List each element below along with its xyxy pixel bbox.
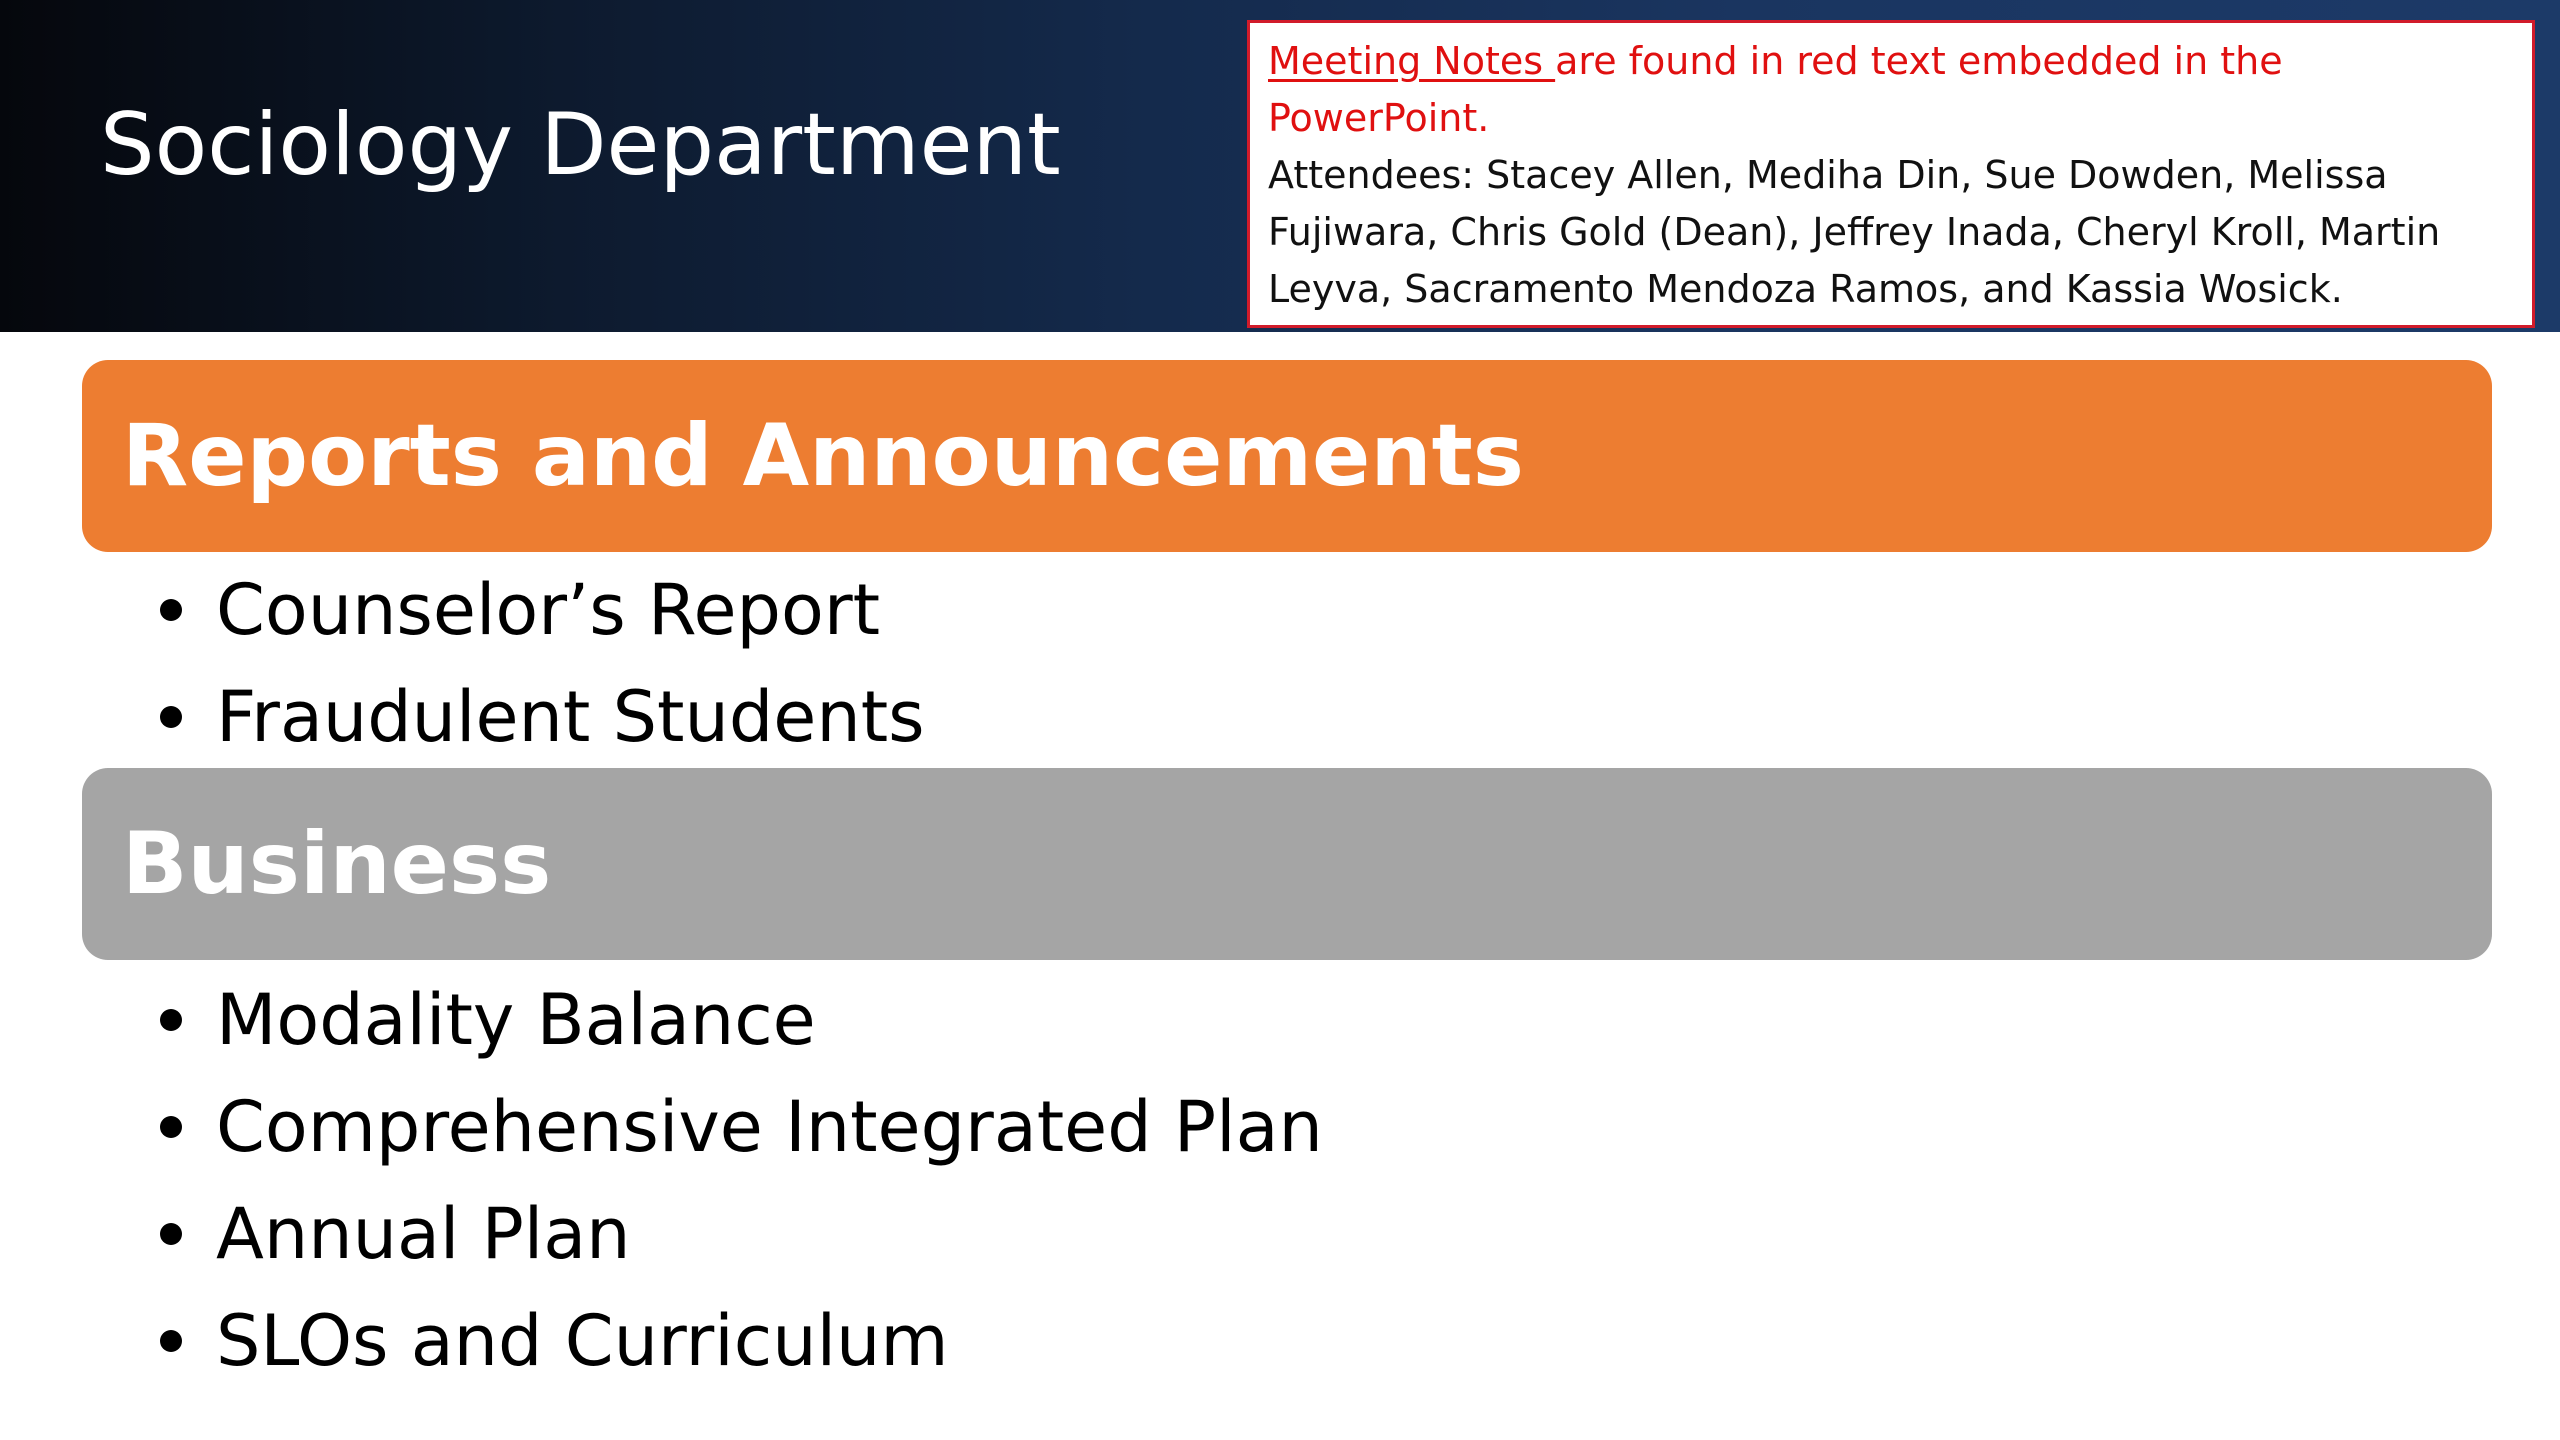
section-heading-business: Business [122,814,552,914]
list-item [160,663,925,770]
list-item-text: Modality Balance [216,978,816,1061]
bullet-icon [160,599,182,621]
list-item-text: Comprehensive Integrated Plan [216,1085,1323,1168]
list-item [160,966,1323,1073]
list-item-text: Counselor’s Report [216,568,881,651]
list-item [160,1180,1323,1287]
bullet-icon [160,1009,182,1031]
list-item-text: Annual Plan [216,1192,631,1275]
bullet-icon [160,1330,182,1352]
meeting-notes-link[interactable]: Meeting Notes [1268,39,1556,83]
section-heading-reports: Reports and Announcements [122,406,1524,506]
slide-title: Sociology Department [100,95,1061,195]
list-item [160,1073,1323,1180]
list-item-text: SLOs and Curriculum [216,1299,949,1382]
meeting-notes-box [1247,20,2535,328]
business-bullet-list [160,966,1323,1394]
section-bar-business [82,768,2492,960]
bullet-icon [160,1116,182,1138]
list-item [160,556,925,663]
meeting-notes-red-text: are found in red text embedded in the PowerPoint. [1268,39,2283,140]
section-bar-reports [82,360,2492,552]
list-item-text: Fraudulent Students [216,675,925,758]
reports-bullet-list [160,556,925,770]
bullet-icon [160,1223,182,1245]
bullet-icon [160,706,182,728]
attendees-text: Attendees: Stacey Allen, Mediha Din, Sue Dowden, Melissa Fujiwara, Chris Gold (Dean), Jeffrey Inada, Cheryl Kroll, Martin Leyva, Sacramento Mendoza Ramos, and Kassia Wosick. [1268,153,2441,311]
list-item [160,1287,1323,1394]
